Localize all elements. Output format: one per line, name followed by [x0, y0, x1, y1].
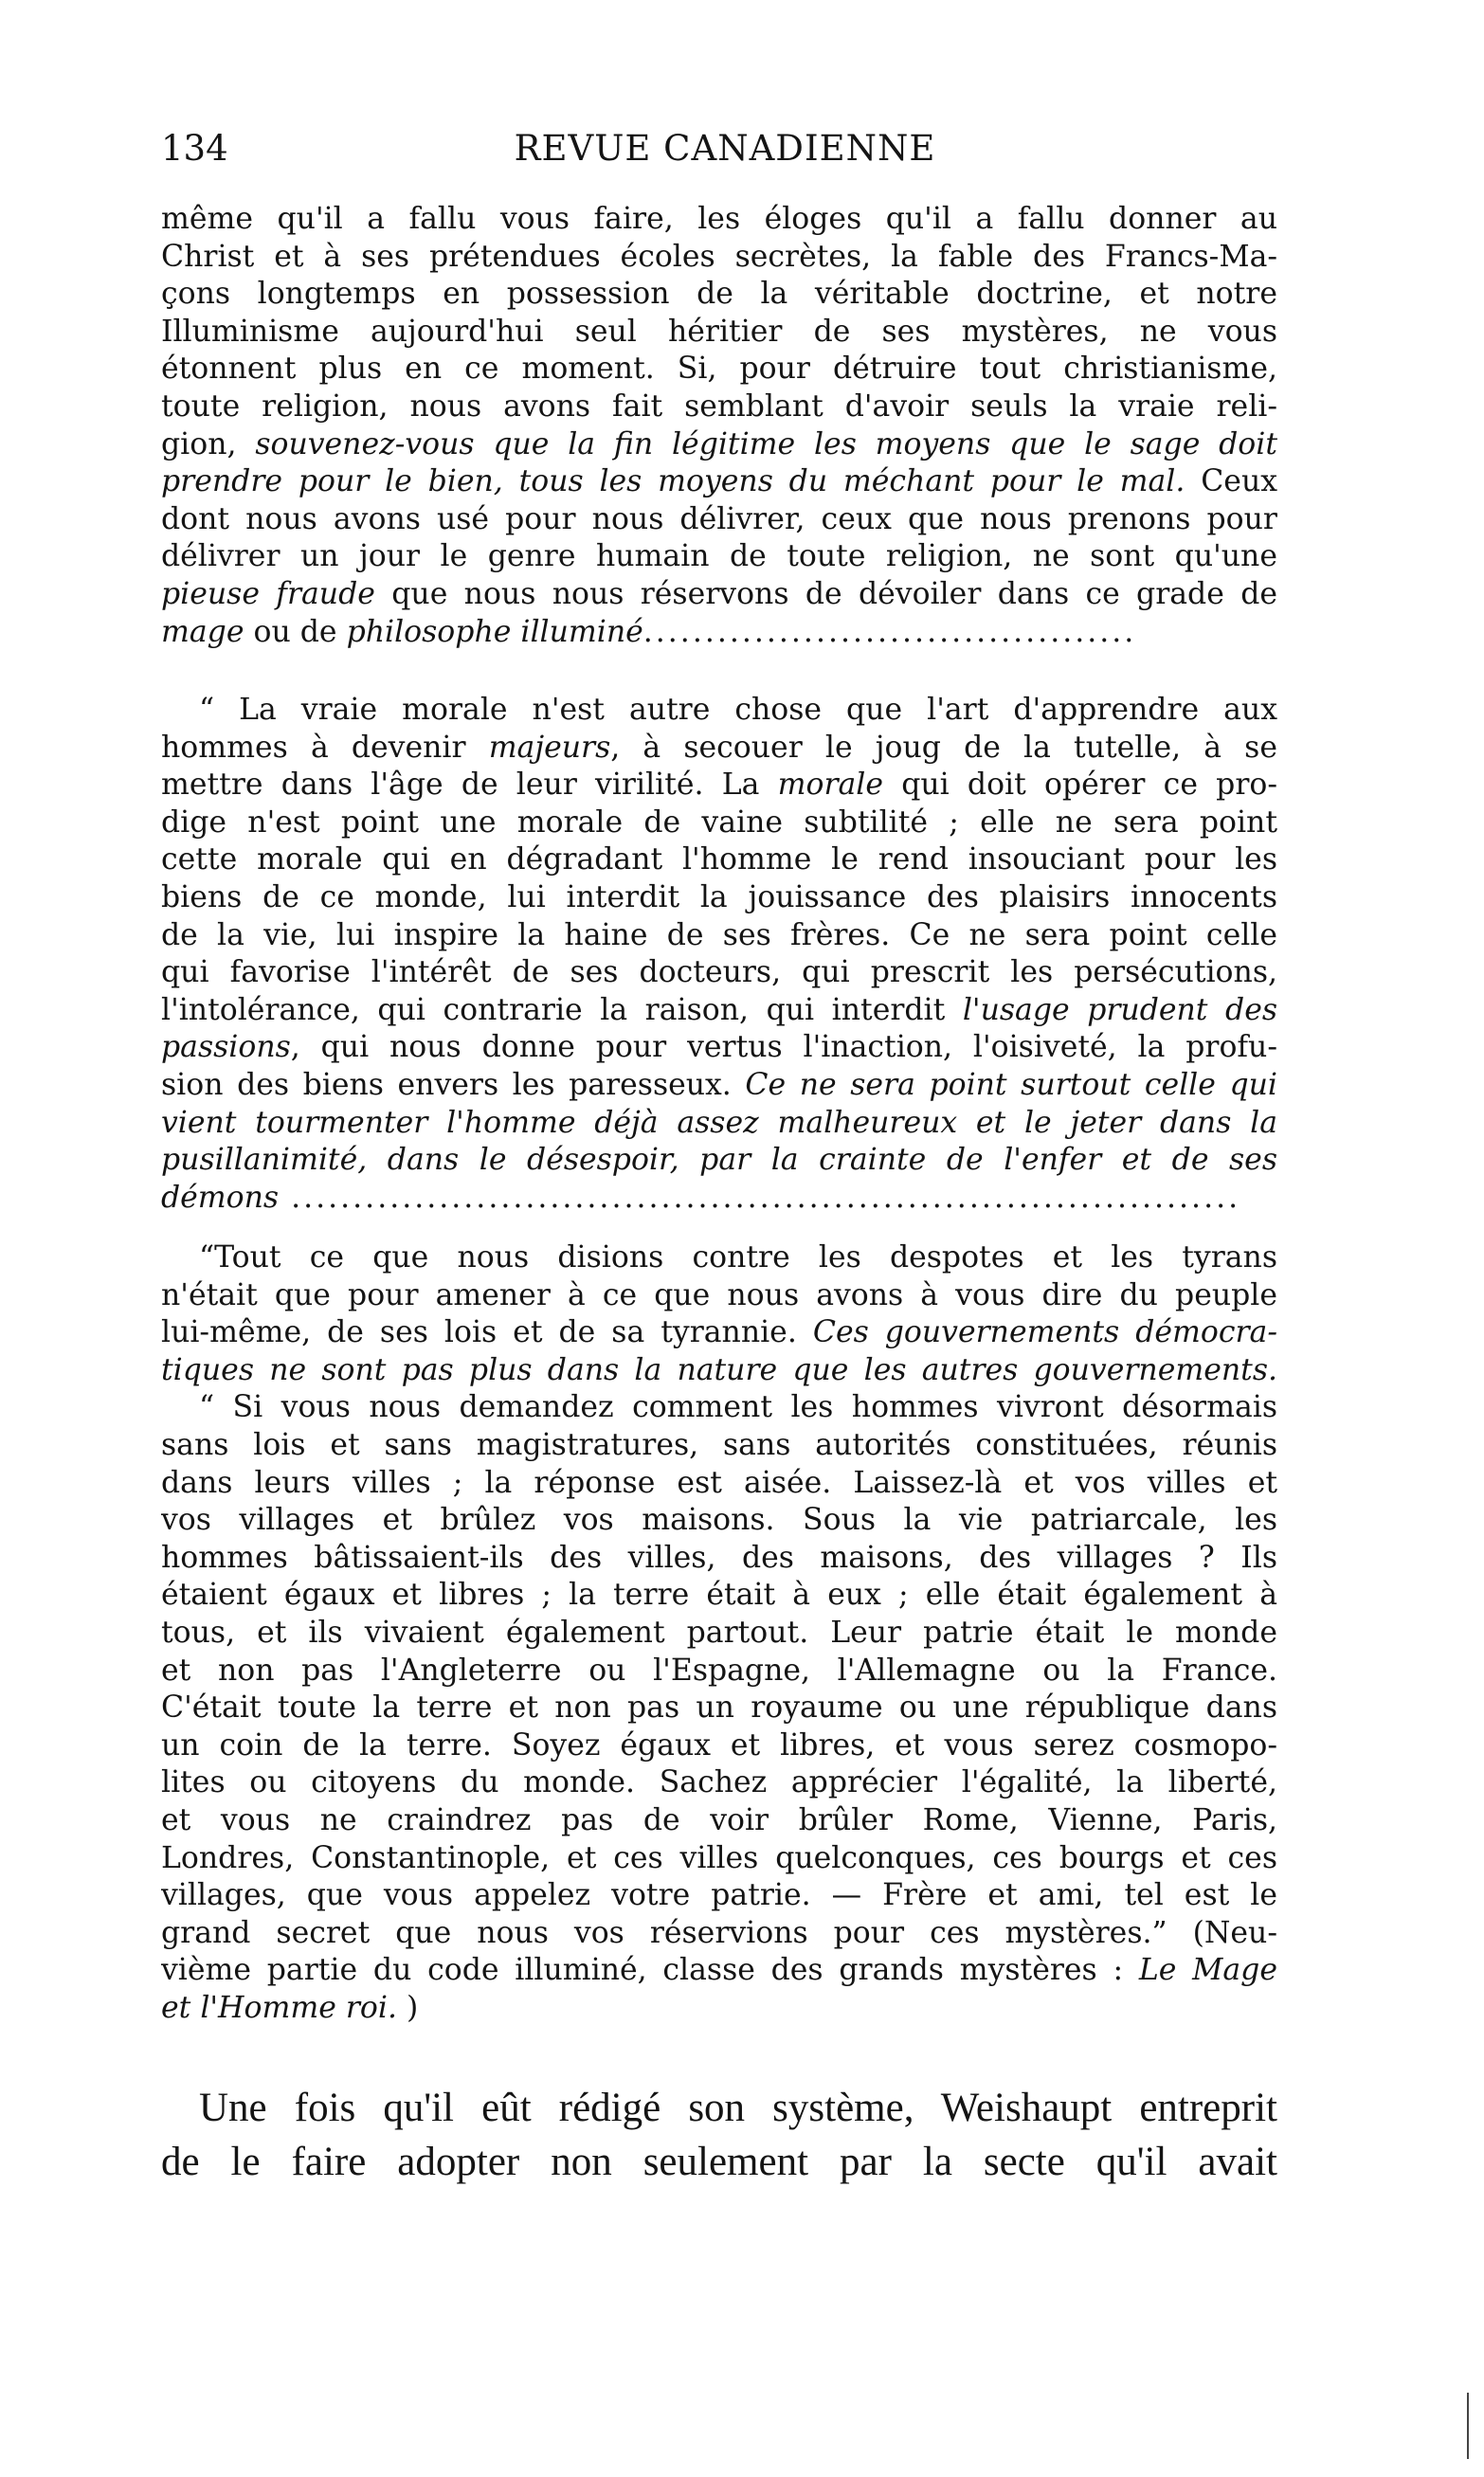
text-line: vient tourmenter l'homme déjà assez malheureux et le jeter dans la	[161, 1105, 1277, 1140]
text-line: villages, que vous appelez votre patrie. — Frère et ami, tel est le	[161, 1878, 1277, 1913]
text-line: tous, et ils vivaient également partout. Leur patrie était le monde	[161, 1615, 1277, 1650]
text-line: prendre pour le bien, tous les moyens du méchant pour le mal. Ceux	[161, 464, 1277, 499]
text-line: étaient égaux et libres ; la terre était à eux ; elle était également à	[161, 1578, 1277, 1613]
body-paragraph	[161, 2081, 1277, 2189]
text-line: et l'Homme roi. )	[161, 1990, 419, 2025]
text-line: n'était que pour amener à ce que nous avons à vous dire du peuple	[161, 1277, 1277, 1312]
quote-block-1	[161, 201, 1277, 651]
text-line: dige n'est point une morale de vaine subtilité ; elle ne sera point	[161, 805, 1277, 840]
text-line: Une fois qu'il eût rédigé son système, Weishaupt entreprit	[199, 2086, 1277, 2130]
text-line: “ Si vous nous demandez comment les hommes vivront désormais	[199, 1390, 1277, 1425]
text-line: un coin de la terre. Soyez égaux et libres, et vous serez cosmopo-	[161, 1727, 1277, 1763]
text-line: qui favorise l'intérêt de ses docteurs, qui prescrit les persécutions,	[161, 955, 1277, 990]
text-line: pusillanimité, dans le désespoir, par la crainte de l'enfer et de ses	[161, 1143, 1277, 1178]
text-line: hommes à devenir majeurs, à secouer le joug de la tutelle, à se	[161, 730, 1277, 765]
text-line: Londres, Constantinople, et ces villes quelconques, ces bourgs et ces	[161, 1840, 1277, 1875]
text-line: vième partie du code illuminé, classe des grands mystères : Le Mage	[161, 1953, 1277, 1988]
text-line: démons .............................................................................	[161, 1180, 1241, 1215]
text-line: hommes bâtissaient-ils des villes, des maisons, des villages ? Ils	[161, 1540, 1277, 1575]
page-header	[161, 128, 1289, 185]
text-line: dont nous avons usé pour nous délivrer, ceux que nous prenons pour	[161, 501, 1277, 536]
text-line: même qu'il a fallu vous faire, les éloges qu'il a fallu donner au	[161, 202, 1277, 236]
text-line: grand secret que nous vos réservions pour ces mystères.” (Neu-	[161, 1915, 1277, 1950]
quote-block-3	[161, 1239, 1277, 2027]
text-line: et non pas l'Angleterre ou l'Espagne, l'Allemagne ou la France.	[161, 1653, 1277, 1688]
text-line: et vous ne craindrez pas de voir brûler Rome, Vienne, Paris,	[161, 1802, 1277, 1837]
text-line: de la vie, lui inspire la haine de ses frères. Ce ne sera point celle	[161, 917, 1277, 952]
text-line: mage ou de philosophe illuminé........................................	[161, 614, 1137, 649]
text-line: lui-même, de ses lois et de sa tyrannie. Ces gouvernements démocra-	[161, 1315, 1277, 1350]
text-line: sans lois et sans magistratures, sans autorités constituées, réunis	[161, 1427, 1277, 1462]
text-line: toute religion, nous avons fait semblant d'avoir seuls la vraie reli-	[161, 389, 1277, 424]
text-line: l'intolérance, qui contrarie la raison, qui interdit l'usage prudent des	[161, 992, 1277, 1027]
text-line: passions, qui nous donne pour vertus l'inaction, l'oisiveté, la profu-	[161, 1030, 1277, 1065]
text-line: délivrer un jour le genre humain de toute religion, ne sont qu'une	[161, 539, 1277, 574]
text-line: vos villages et brûlez vos maisons. Sous la vie patriarcale, les	[161, 1503, 1277, 1538]
text-line: cette morale qui en dégradant l'homme le rend insouciant pour les	[161, 842, 1277, 877]
text-line: lites ou citoyens du monde. Sachez apprécier l'égalité, la liberté,	[161, 1765, 1277, 1800]
text-line: çons longtemps en possession de la véritable doctrine, et notre	[161, 277, 1277, 312]
text-line: pieuse fraude que nous nous réservons de dévoiler dans ce grade de	[161, 576, 1277, 611]
text-line: mettre dans l'âge de leur virilité. La morale qui doit opérer ce pro-	[161, 768, 1277, 803]
text-line: C'était toute la terre et non pas un royaume ou une république dans	[161, 1691, 1277, 1726]
margin-mark	[1467, 2393, 1469, 2459]
text-line: de le faire adopter non seulement par la secte qu'il avait	[161, 2140, 1277, 2184]
text-line: étonnent plus en ce moment. Si, pour détruire tout christianisme,	[161, 352, 1277, 387]
text-line: tiques ne sont pas plus dans la nature que les autres gouvernements.	[161, 1352, 1277, 1387]
text-line: Illuminisme aujourd'hui seul héritier de ses mystères, ne vous	[161, 314, 1277, 349]
text-line: gion, souvenez-vous que la fin légitime les moyens que le sage doit	[161, 426, 1277, 461]
text-line: “ La vraie morale n'est autre chose que l'art d'apprendre aux	[199, 693, 1277, 727]
page-number: 134	[161, 128, 228, 169]
text-line: dans leurs villes ; la réponse est aisée. Laissez-là et vos villes et	[161, 1465, 1277, 1500]
text-line: biens de ce monde, lui interdit la jouissance des plaisirs innocents	[161, 879, 1277, 914]
running-head: REVUE CANADIENNE	[514, 128, 936, 169]
text-line: Christ et à ses prétendues écoles secrètes, la fable des Francs-Ma-	[161, 239, 1277, 274]
text-line: sion des biens envers les paresseux. Ce ne sera point surtout celle qui	[161, 1067, 1277, 1102]
quote-block-2	[161, 692, 1277, 1217]
text-line: “Tout ce que nous disions contre les despotes et les tyrans	[199, 1240, 1277, 1275]
